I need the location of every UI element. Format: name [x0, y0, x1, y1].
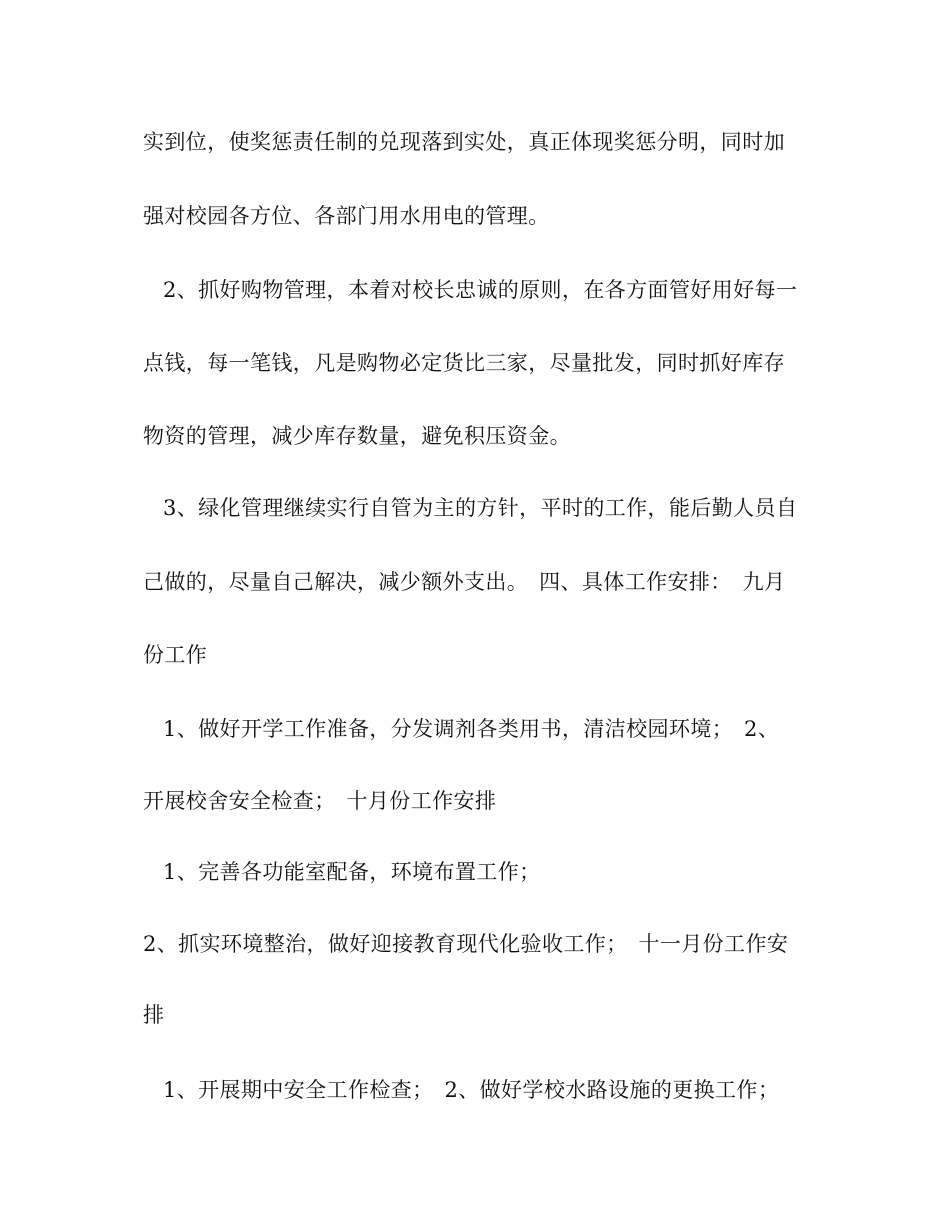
text-line-1: 实到位，使奖惩责任制的兑现落到实处，真正体现奖惩分明，同时加 [143, 130, 785, 154]
text-line-10: 开展校舍安全检查； 十月份工作安排 [143, 789, 497, 813]
text-line-13: 排 [143, 1003, 165, 1027]
text-line-12: 2、抓实环境整治，做好迎接教育现代化验收工作； 十一月份工作安 [143, 932, 789, 956]
text-line-11: 1、完善各功能室配备，环境布置工作； [163, 860, 541, 884]
text-line-8: 份工作 [143, 643, 208, 667]
text-line-2: 强对校园各方位、各部门用水用电的管理。 [143, 204, 550, 228]
text-line-7: 己做的，尽量自己解决，减少额外支出。 四、具体工作安排： 九月 [143, 570, 786, 594]
text-line-4: 点钱，每一笔钱，凡是购物必定货比三家，尽量批发，同时抓好库存 [143, 351, 785, 375]
text-line-3: 2、抓好购物管理，本着对校长忠诚的原则，在各方面管好用好每一 [163, 278, 798, 302]
text-line-14: 1、开展期中安全工作检查； 2、做好学校水路设施的更换工作； [163, 1078, 780, 1102]
text-line-6: 3、绿化管理继续实行自管为主的方针，平时的工作，能后勤人员自 [163, 496, 798, 520]
text-line-9: 1、做好开学工作准备，分发调剂各类用书，清洁校园环境； 2、 [163, 717, 780, 741]
text-line-5: 物资的管理，减少库存数量，避免积压资金。 [143, 424, 571, 448]
